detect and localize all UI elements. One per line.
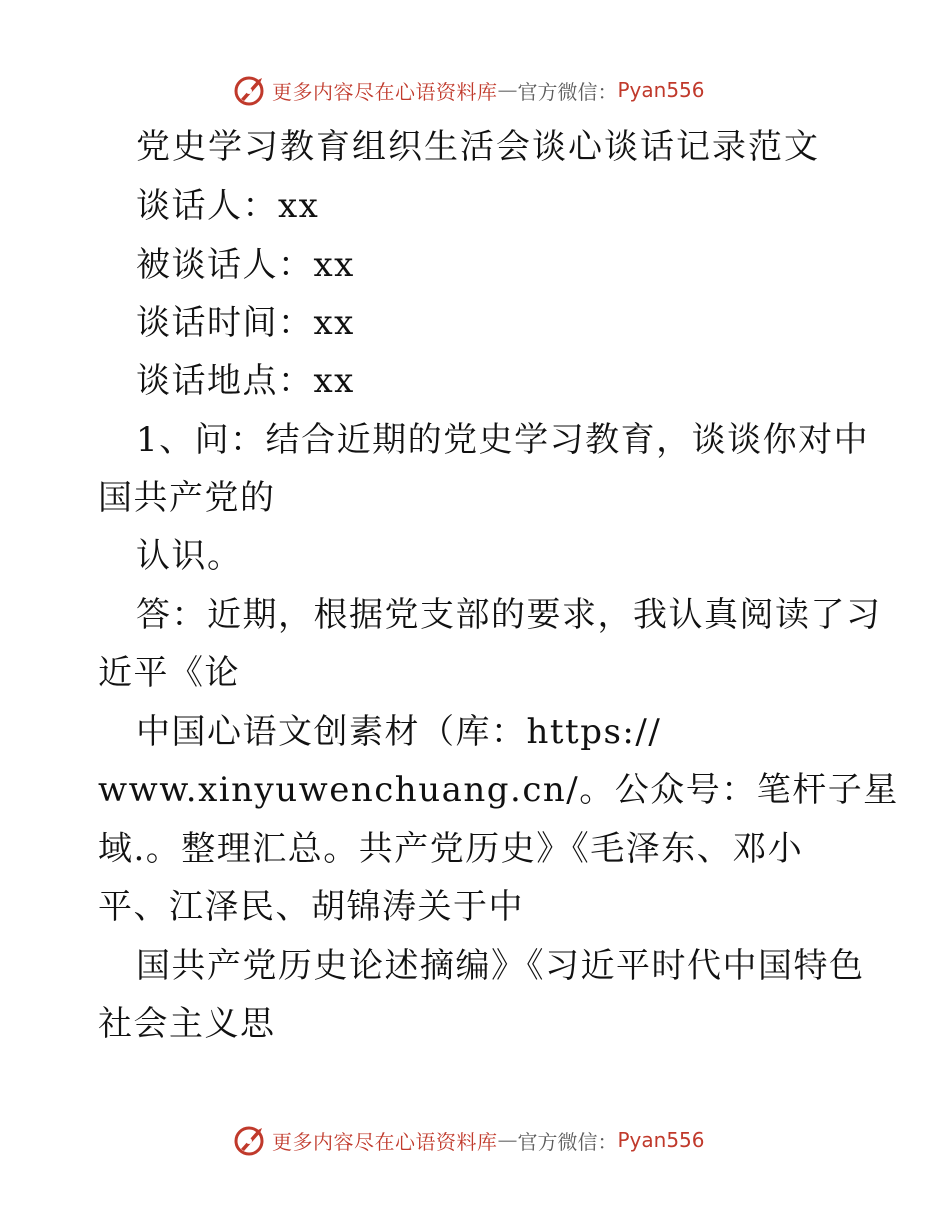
answer-1-line-3: 中国心语文创素材（库：https:// — [136, 712, 662, 752]
watermark-slogan: 更多内容尽在心语资料库 — [272, 79, 498, 104]
question-1-line-2: 国共产党的 — [98, 478, 276, 518]
watermark-slogan: 更多内容尽在心语资料库 — [272, 1129, 498, 1154]
answer-1-line-4: www.xinyuwenchuang.cn/。公众号：笔杆子星 — [98, 770, 899, 810]
time-line: 谈话时间：xx — [136, 303, 355, 343]
answer-1-line-5: 域.。整理汇总。共产党历史》《毛泽东、邓小 — [98, 829, 804, 869]
document-title: 党史学习教育组织生活会谈心谈话记录范文 — [136, 127, 820, 167]
watermark-wechat-label: 官方微信： — [517, 1129, 618, 1154]
interviewer-line: 谈话人：xx — [136, 186, 320, 226]
quill-logo-icon — [232, 72, 268, 108]
interviewee-line: 被谈话人：xx — [136, 245, 355, 285]
question-1-line-1: 1、问：结合近期的党史学习教育，谈谈你对中 — [136, 420, 870, 460]
answer-1-line-8: 社会主义思 — [98, 1004, 276, 1044]
answer-1-line-2: 近平《论 — [98, 653, 240, 693]
header-watermark — [232, 70, 705, 110]
watermark-wechat-handle: Pyan556 — [617, 1128, 705, 1152]
answer-1-line-6: 平、江泽民、胡锦涛关于中 — [98, 887, 524, 927]
quill-logo-icon — [232, 1122, 268, 1158]
answer-1-line-7: 国共产党历史论述摘编》《习近平时代中国特色 — [136, 946, 865, 986]
place-line: 谈话地点：xx — [136, 361, 355, 401]
watermark-wechat-label: 官方微信： — [517, 79, 618, 104]
watermark-separator: — — [497, 1128, 518, 1152]
footer-watermark — [232, 1120, 705, 1160]
watermark-wechat-handle: Pyan556 — [617, 78, 705, 102]
question-1-line-3: 认识。 — [136, 536, 243, 576]
answer-1-line-1: 答：近期，根据党支部的要求，我认真阅读了习 — [136, 595, 882, 635]
watermark-separator: — — [497, 78, 518, 102]
